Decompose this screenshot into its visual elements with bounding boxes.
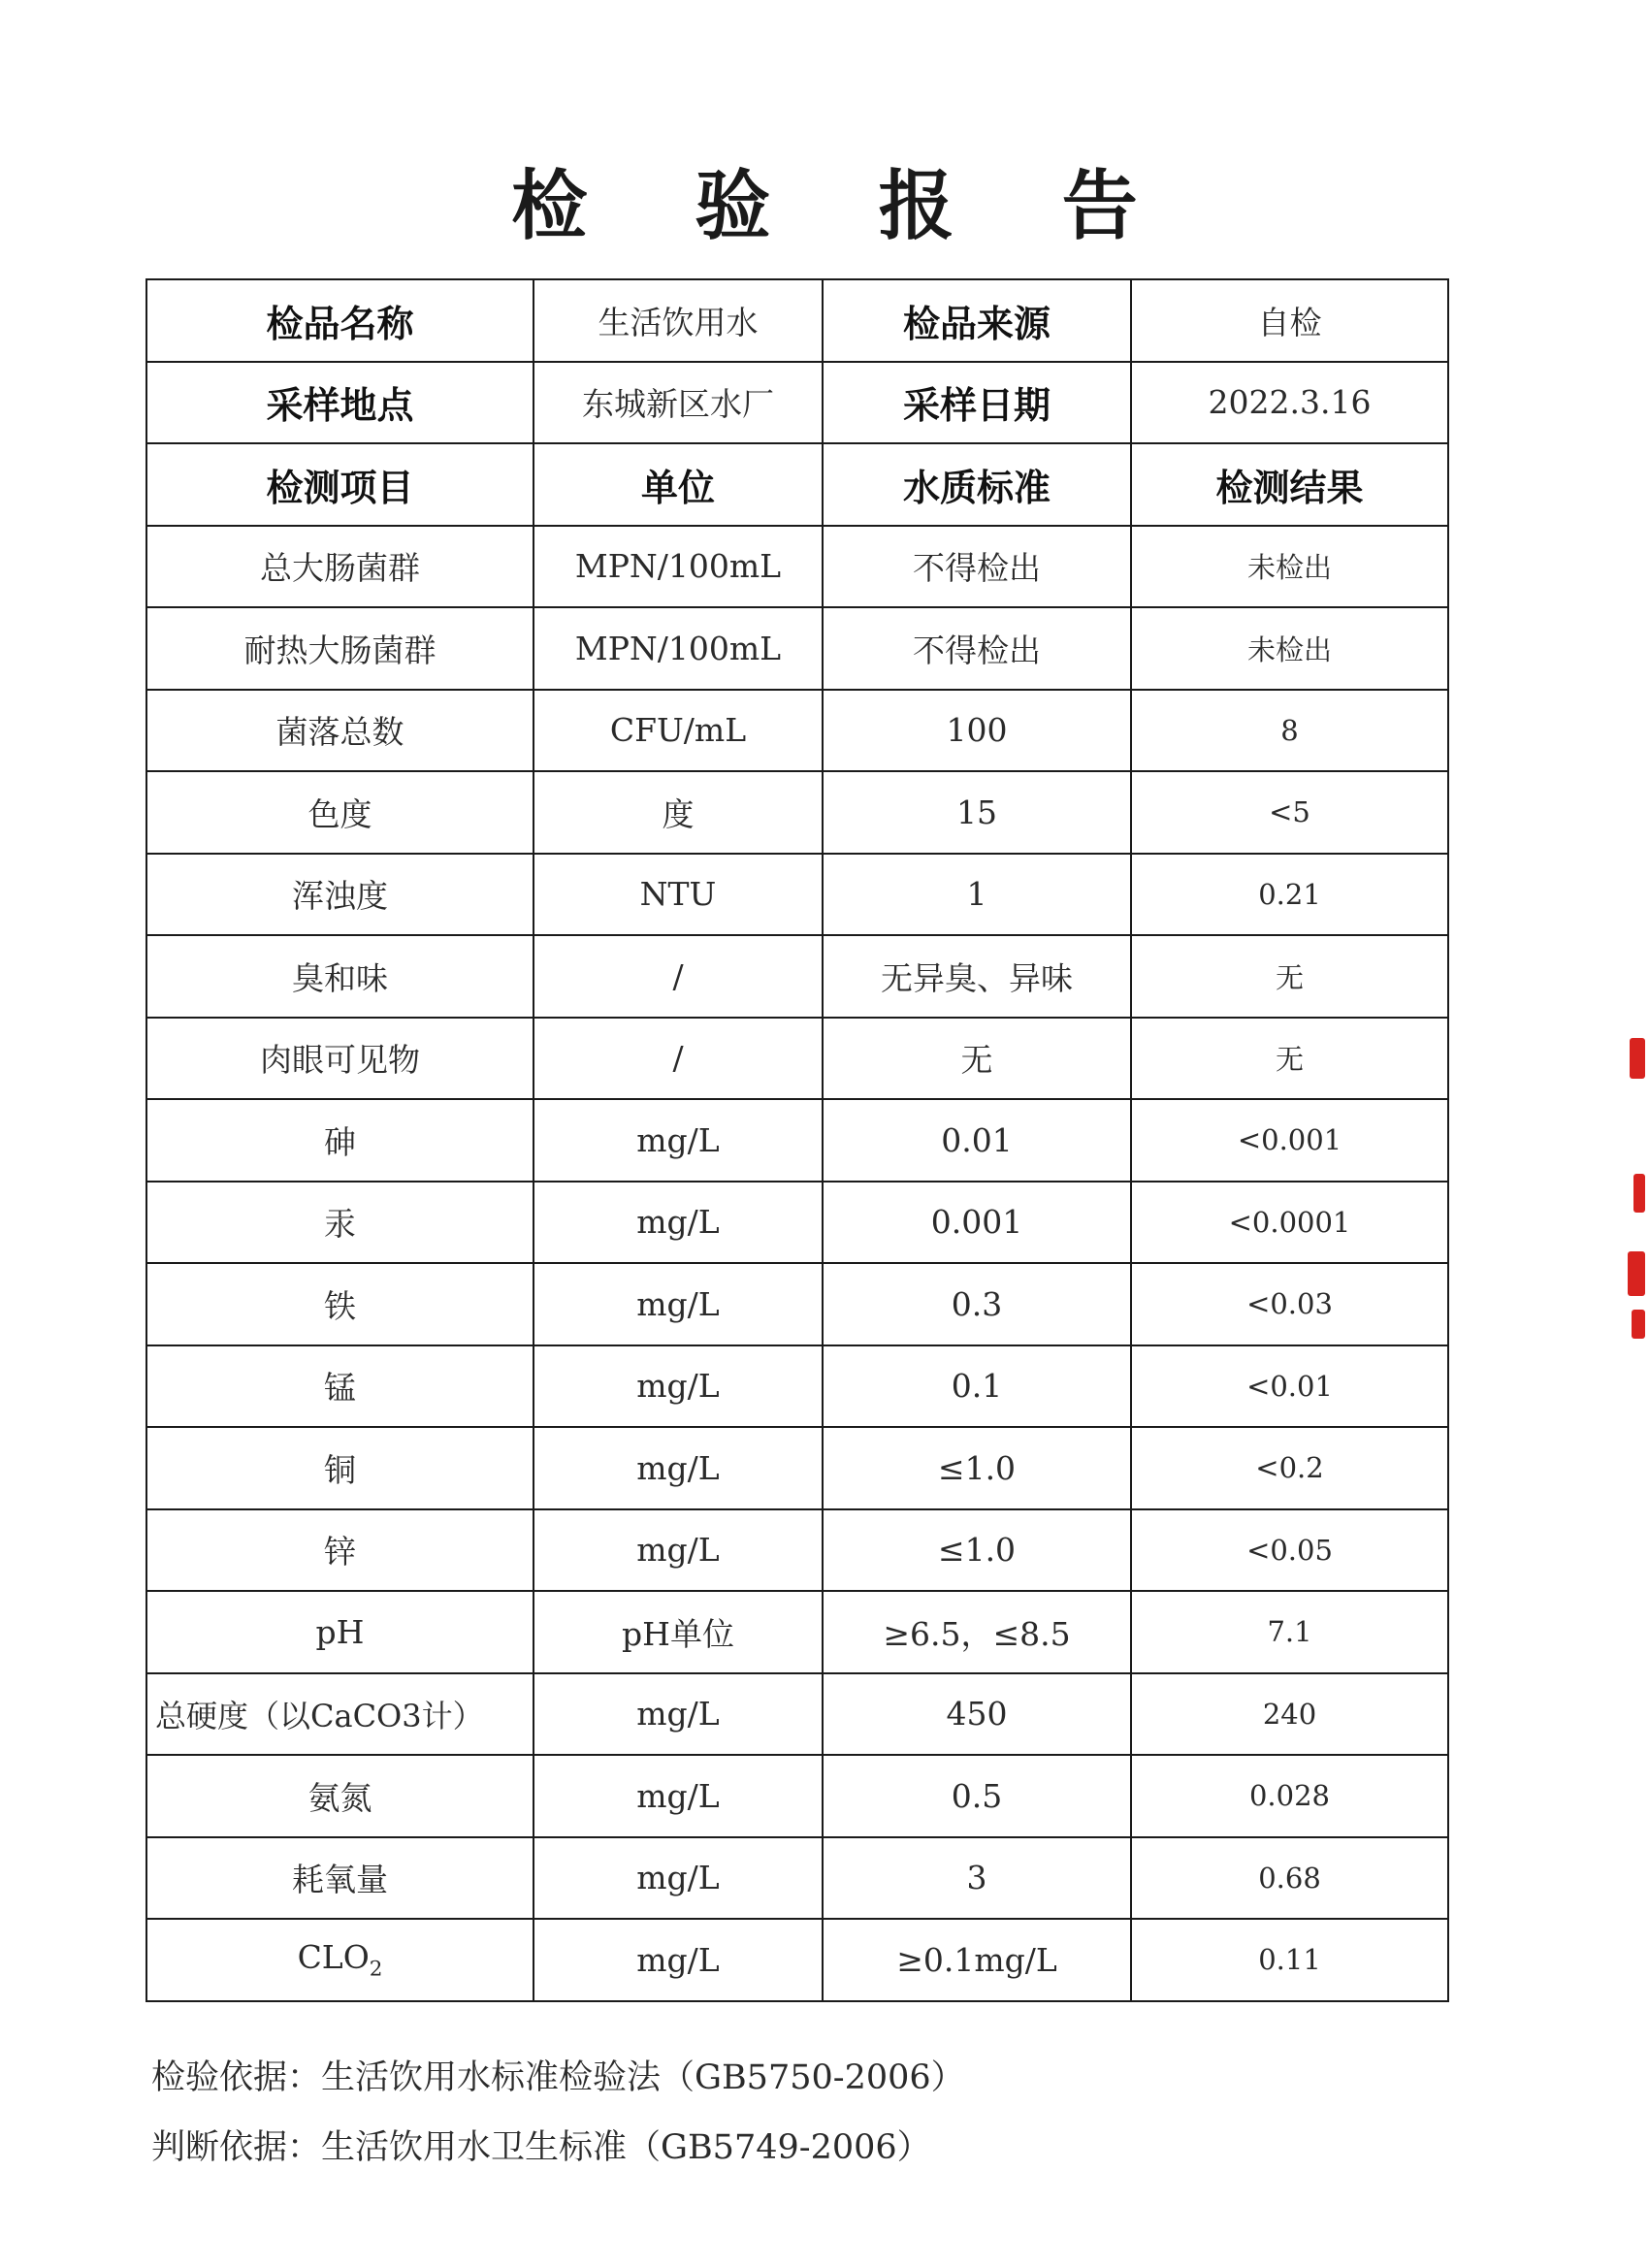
- row-result: 未检出: [1131, 526, 1448, 608]
- table-row: [146, 1837, 1448, 1920]
- row-result: <0.0001: [1131, 1182, 1448, 1264]
- table-row: [146, 854, 1448, 936]
- table-row: [146, 1755, 1448, 1837]
- table-row: [146, 690, 1448, 772]
- row-standard: 0.5: [823, 1755, 1131, 1837]
- row-standard: 不得检出: [823, 607, 1131, 690]
- row-item: [146, 1919, 534, 2001]
- row-standard: 1: [823, 854, 1131, 936]
- header-result: 检测结果: [1131, 443, 1448, 526]
- test-basis: 检验依据：生活饮用水标准检验法（GB5750-2006）: [151, 2058, 965, 2097]
- row-result: 未检出: [1131, 607, 1448, 690]
- table-row: [146, 1263, 1448, 1345]
- row-standard: 0.3: [823, 1263, 1131, 1345]
- row-item: 总硬度（以CaCO3计）: [146, 1673, 534, 1756]
- table-row: [146, 1919, 1448, 2001]
- row-unit: mg/L: [534, 1919, 823, 2001]
- row-item: 铜: [146, 1427, 534, 1509]
- row-standard: 0.01: [823, 1099, 1131, 1182]
- sampling-location-value: 东城新区水厂: [534, 362, 823, 444]
- row-unit: mg/L: [534, 1755, 823, 1837]
- sample-name-label: 检品名称: [146, 279, 534, 362]
- row-unit: mg/L: [534, 1673, 823, 1756]
- row-result: <0.2: [1131, 1427, 1448, 1509]
- table-row: [146, 1591, 1448, 1673]
- row-standard: 无: [823, 1018, 1131, 1100]
- row-standard: 15: [823, 771, 1131, 854]
- row-standard: ≥6.5，≤8.5: [823, 1591, 1131, 1673]
- row-unit: mg/L: [534, 1182, 823, 1264]
- table-row: [146, 1427, 1448, 1509]
- row-item: 锌: [146, 1509, 534, 1592]
- row-unit: mg/L: [534, 1345, 823, 1428]
- row-result: 7.1: [1131, 1591, 1448, 1673]
- sample-source-label: 检品来源: [823, 279, 1131, 362]
- row-unit: /: [534, 1018, 823, 1100]
- row-item: 菌落总数: [146, 690, 534, 772]
- row-item: 耗氧量: [146, 1837, 534, 1920]
- table-row: [146, 1345, 1448, 1428]
- row-unit: mg/L: [534, 1509, 823, 1592]
- row-standard: 450: [823, 1673, 1131, 1756]
- row-result: 8: [1131, 690, 1448, 772]
- row-result: <0.01: [1131, 1345, 1448, 1428]
- row-unit: mg/L: [534, 1099, 823, 1182]
- red-seal-edge: [1624, 1038, 1649, 1348]
- header-standard: 水质标准: [823, 443, 1131, 526]
- info-row: [146, 362, 1448, 444]
- row-unit: mg/L: [534, 1263, 823, 1345]
- info-row: [146, 279, 1448, 362]
- row-standard: 0.1: [823, 1345, 1131, 1428]
- row-result: 0.68: [1131, 1837, 1448, 1920]
- header-unit: 单位: [534, 443, 823, 526]
- row-standard: 100: [823, 690, 1131, 772]
- row-result: <5: [1131, 771, 1448, 854]
- row-item-subscript: 2: [369, 1957, 383, 1982]
- row-result: 无: [1131, 935, 1448, 1018]
- table-row: [146, 1099, 1448, 1182]
- sampling-location-label: 采样地点: [146, 362, 534, 444]
- row-item-main: CLO: [297, 1938, 370, 1976]
- row-item: 氨氮: [146, 1755, 534, 1837]
- row-result: <0.05: [1131, 1509, 1448, 1592]
- row-unit: pH单位: [534, 1591, 823, 1673]
- row-unit: mg/L: [534, 1837, 823, 1920]
- table-row: [146, 1018, 1448, 1100]
- sample-source-value: 自检: [1131, 279, 1448, 362]
- row-result: <0.001: [1131, 1099, 1448, 1182]
- report-table: [146, 278, 1449, 2002]
- table-row: [146, 607, 1448, 690]
- sample-name-value: 生活饮用水: [534, 279, 823, 362]
- table-row: [146, 1673, 1448, 1756]
- data-rows: [146, 526, 1448, 2001]
- table-row: [146, 526, 1448, 608]
- row-item: 总大肠菌群: [146, 526, 534, 608]
- row-item: 肉眼可见物: [146, 1018, 534, 1100]
- row-result: 无: [1131, 1018, 1448, 1100]
- row-item: 汞: [146, 1182, 534, 1264]
- row-standard: ≥0.1mg/L: [823, 1919, 1131, 2001]
- row-unit: mg/L: [534, 1427, 823, 1509]
- row-unit: MPN/100mL: [534, 526, 823, 608]
- sampling-date-label: 采样日期: [823, 362, 1131, 444]
- row-result: 0.028: [1131, 1755, 1448, 1837]
- row-item: 浑浊度: [146, 854, 534, 936]
- row-unit: MPN/100mL: [534, 607, 823, 690]
- row-unit: 度: [534, 771, 823, 854]
- row-item: 铁: [146, 1263, 534, 1345]
- row-standard: 不得检出: [823, 526, 1131, 608]
- table-row: [146, 771, 1448, 854]
- row-item: 色度: [146, 771, 534, 854]
- row-item: 耐热大肠菌群: [146, 607, 534, 690]
- judgment-basis: 判断依据：生活饮用水卫生标准（GB5749-2006）: [151, 2128, 931, 2167]
- row-result: 0.11: [1131, 1919, 1448, 2001]
- row-unit: CFU/mL: [534, 690, 823, 772]
- row-unit: NTU: [534, 854, 823, 936]
- sampling-date-value: 2022.3.16: [1131, 362, 1448, 444]
- row-item: pH: [146, 1591, 534, 1673]
- row-standard: ≤1.0: [823, 1509, 1131, 1592]
- row-item: 臭和味: [146, 935, 534, 1018]
- table-row: [146, 935, 1448, 1018]
- report-title: 检 验 报 告: [511, 163, 1179, 250]
- row-unit: /: [534, 935, 823, 1018]
- header-item: 检测项目: [146, 443, 534, 526]
- row-item: 锰: [146, 1345, 534, 1428]
- row-standard: 无异臭、异味: [823, 935, 1131, 1018]
- row-item: 砷: [146, 1099, 534, 1182]
- row-standard: ≤1.0: [823, 1427, 1131, 1509]
- row-result: 0.21: [1131, 854, 1448, 936]
- row-standard: 3: [823, 1837, 1131, 1920]
- table-row: [146, 1182, 1448, 1264]
- row-result: 240: [1131, 1673, 1448, 1756]
- table-row: [146, 1509, 1448, 1592]
- row-standard: 0.001: [823, 1182, 1131, 1264]
- column-header-row: [146, 443, 1448, 526]
- row-result: <0.03: [1131, 1263, 1448, 1345]
